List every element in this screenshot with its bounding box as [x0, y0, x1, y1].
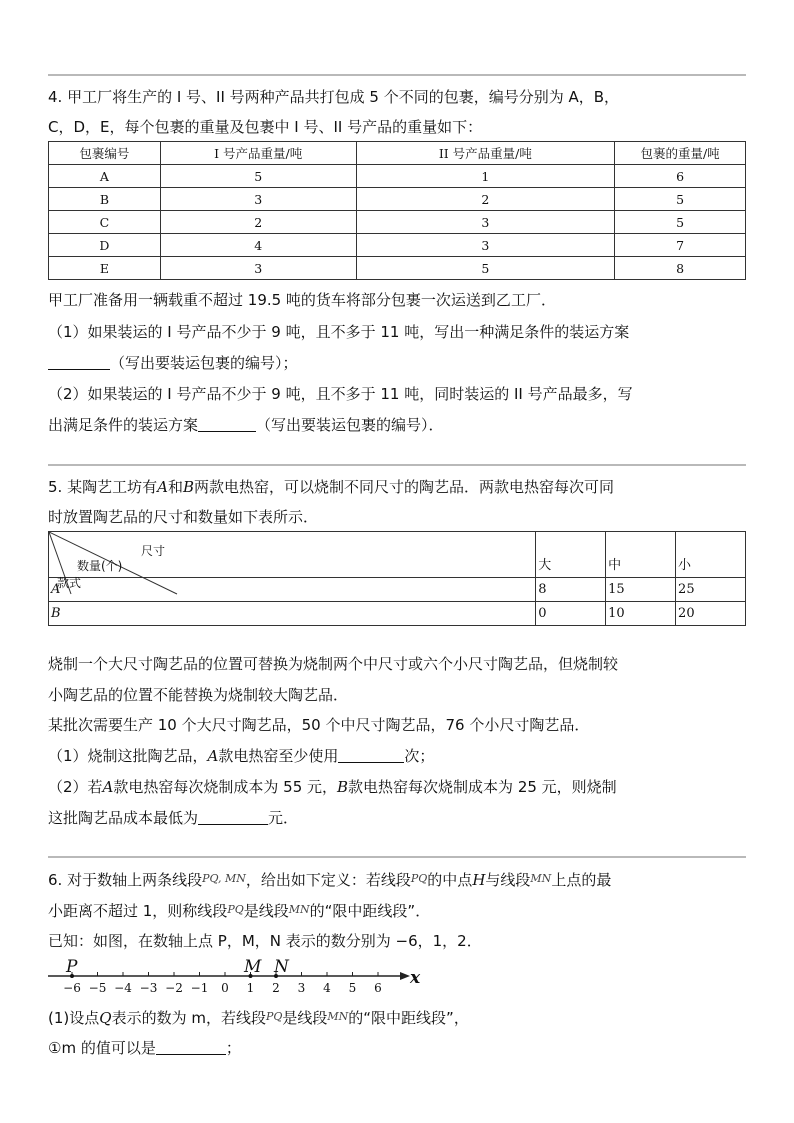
table-cell: B [49, 188, 161, 211]
header-small: 小 [676, 532, 746, 578]
table-cell: 15 [606, 578, 676, 602]
table-cell: 2 [160, 211, 356, 234]
q4-sub1-hint: （写出要装运包裹的编号）； [110, 354, 298, 372]
q4-line-1: 4. 甲工厂将生产的 I 号、II 号两种产品共打包成 5 个不同的包裹，编号分别为 A，B， [48, 88, 620, 106]
text-span: （1）烧制这批陶艺品， [48, 747, 208, 765]
table-cell: 3 [160, 257, 356, 280]
text-span: 款电热窑每次烧制成本为 55 元， [113, 778, 338, 796]
model-cell: A [49, 578, 536, 602]
table-cell: 5 [615, 211, 746, 234]
q5-line-2: 时放置陶艺品的尺寸和数量如下表所示． [48, 508, 319, 526]
text-span: 这批陶艺品成本最低为 [48, 809, 199, 827]
q5-line-5: 某批次需要生产 10 个大尺寸陶艺品，50 个中尺寸陶艺品，76 个小尺寸陶艺品． [48, 716, 590, 734]
table-cell: 6 [615, 165, 746, 188]
tick-label: 1 [246, 981, 255, 995]
q6-sub1-i [48, 1038, 241, 1058]
tick-label: −2 [165, 981, 183, 995]
q4-sub2-line-b [48, 415, 444, 435]
var-A: A [207, 747, 219, 765]
separator-q6 [48, 856, 746, 858]
formula-PQ: PQ [265, 1010, 283, 1023]
q4-sub1-line-a: （1）如果装运的 I 号产品不少于 9 吨，且不多于 11 吨，写出一种满足条件的装运方案 [48, 323, 630, 341]
tick-label: −5 [88, 981, 107, 995]
q4-line-2: C，D，E，每个包裹的重量及包裹中 I 号、II 号产品的重量如下： [48, 118, 483, 136]
diagonal-header-cell [49, 532, 536, 590]
header-qty: 数量(个) [77, 559, 123, 573]
header-large: 大 [536, 532, 606, 578]
text-span: 元． [268, 809, 299, 827]
tick-label: −6 [63, 981, 81, 995]
var-B: B [337, 778, 349, 796]
table-row [49, 602, 746, 626]
q4-sub2-pre: 出满足条件的装运方案 [48, 416, 199, 434]
var-A: A [102, 778, 114, 796]
formula-PQ: PQ [227, 903, 244, 916]
tick-label: −4 [114, 981, 132, 995]
table-cell: 4 [160, 234, 356, 257]
q5-line-4: 小陶艺品的位置不能替换为烧制较大陶艺品． [48, 686, 349, 704]
table-cell: 3 [160, 188, 356, 211]
tick-label: −1 [190, 981, 209, 995]
var-B: B [182, 478, 194, 496]
formula-MN: MN [530, 872, 552, 885]
formula-PQMN: PQ, MN [202, 872, 246, 885]
table-cell: 7 [615, 234, 746, 257]
table-row [49, 188, 746, 211]
table-cell: 5 [160, 165, 356, 188]
table-cell: 2 [356, 188, 615, 211]
text-span: 6. 对于数轴上两条线段 [48, 871, 203, 889]
text-span: （2）若 [48, 778, 103, 796]
answer-blank[interactable] [156, 1040, 226, 1055]
formula-MN: MN [288, 903, 310, 916]
table-cell: 0 [536, 602, 606, 626]
var-A: A [157, 478, 168, 496]
text-span: 是线段 [282, 1009, 328, 1027]
var-H: H [472, 871, 486, 889]
axis-arrow [400, 972, 410, 980]
answer-blank[interactable] [48, 355, 110, 370]
point-label-M: M [244, 957, 262, 977]
q5-sub1 [48, 746, 434, 766]
table-header-row [49, 142, 746, 165]
text-span: 与线段 [485, 871, 531, 889]
table-cell: 20 [676, 602, 746, 626]
q4-sub1-line-b [48, 353, 298, 373]
tick-label: 4 [323, 981, 331, 995]
text-span: ，给出如下定义：若线段 [245, 871, 411, 889]
header-cell: I 号产品重量/吨 [160, 142, 356, 165]
separator-q4 [48, 74, 746, 76]
q5-sub2 [48, 777, 617, 797]
table-cell: 10 [606, 602, 676, 626]
text-span: 上点的最 [551, 871, 612, 889]
answer-blank[interactable] [338, 748, 404, 763]
table-cell: D [49, 234, 161, 257]
tick-label: 0 [221, 981, 229, 995]
table-cell: 3 [356, 234, 615, 257]
text-span: 两款电热窑，可以烧制不同尺寸的陶艺品．两款电热窑每次可同 [193, 478, 614, 496]
header-cell: 包裹编号 [49, 142, 161, 165]
table-cell: 25 [676, 578, 746, 602]
tick-label: 3 [297, 981, 306, 995]
q4-line-3: 甲工厂准备用一辆载重不超过 19.5 吨的货车将部分包裹一次运送到乙工厂． [48, 291, 556, 309]
table-cell: 5 [615, 188, 746, 211]
header-cell: 包裹的重量/吨 [615, 142, 746, 165]
var-Q: Q [99, 1009, 112, 1027]
table-cell: 1 [356, 165, 615, 188]
table-cell: 8 [615, 257, 746, 280]
text-span: 小距离不超过 1，则称线段 [48, 902, 228, 920]
text-span: (1)设点 [48, 1009, 100, 1027]
text-span: 和 [167, 478, 183, 496]
table-row [49, 257, 746, 280]
q4-sub2-post: （写出要装运包裹的编号）． [256, 416, 444, 434]
formula-MN: MN [327, 1010, 349, 1023]
tick-label: −3 [139, 981, 158, 995]
table-cell: E [49, 257, 161, 280]
header-size: 尺寸 [141, 544, 166, 558]
q6-line-2 [48, 900, 430, 921]
table-cell: C [49, 211, 161, 234]
table-cell: 5 [356, 257, 615, 280]
header-medium: 中 [606, 532, 676, 578]
q6-sub1 [48, 1007, 469, 1028]
tick-label: 2 [272, 981, 280, 995]
table-row [49, 234, 746, 257]
table-row [49, 211, 746, 234]
text-span: ； [225, 1039, 241, 1057]
formula-PQ: PQ [410, 872, 428, 885]
text-span: ①m 的值可以是 [48, 1039, 156, 1057]
table-cell: 3 [356, 211, 615, 234]
table-cell: 8 [536, 578, 606, 602]
number-line [48, 956, 428, 998]
tick-label: 6 [374, 981, 382, 995]
text-span: 次； [404, 747, 435, 765]
text-span: 5. 某陶艺工坊有 [48, 478, 158, 496]
text-span: 的“限中距线段”， [348, 1009, 469, 1027]
table-row [49, 165, 746, 188]
point-label-N: N [274, 957, 289, 977]
model-cell: B [49, 602, 536, 626]
kiln-table [48, 531, 746, 626]
table-header-row [49, 532, 746, 578]
q5-sub2-cont [48, 808, 298, 828]
header-cell: II 号产品重量/吨 [356, 142, 615, 165]
header-model: 款式 [57, 576, 82, 590]
text-span: 的中点 [427, 871, 473, 889]
point-label-P: P [66, 957, 78, 977]
q6-line-3: 已知：如图，在数轴上点 P，M，N 表示的数分别为 −6，1，2． [48, 932, 482, 950]
separator-q5 [48, 464, 746, 466]
text-span: 款电热窑每次烧制成本为 25 元，则烧制 [348, 778, 617, 796]
answer-blank[interactable] [198, 417, 256, 432]
q5-line-3: 烧制一个大尺寸陶艺品的位置可替换为烧制两个中尺寸或六个小尺寸陶艺品，但烧制较 [48, 655, 619, 673]
text-span: 是线段 [243, 902, 289, 920]
q6-line-1 [48, 869, 611, 890]
answer-blank[interactable] [198, 810, 268, 825]
text-span: 的“限中距线段”． [309, 902, 431, 920]
text-span: 款电热窑至少使用 [218, 747, 339, 765]
table-cell: A [49, 165, 161, 188]
axis-label-x: x [410, 968, 421, 988]
q4-sub2-line-a: （2）如果装运的 I 号产品不少于 9 吨，且不多于 11 吨，同时装运的 II 号产品最多，写 [48, 385, 633, 403]
text-span: 表示的数为 m，若线段 [111, 1009, 266, 1027]
q5-line-1 [48, 477, 614, 497]
tick-label: 5 [348, 981, 357, 995]
package-table [48, 141, 746, 280]
